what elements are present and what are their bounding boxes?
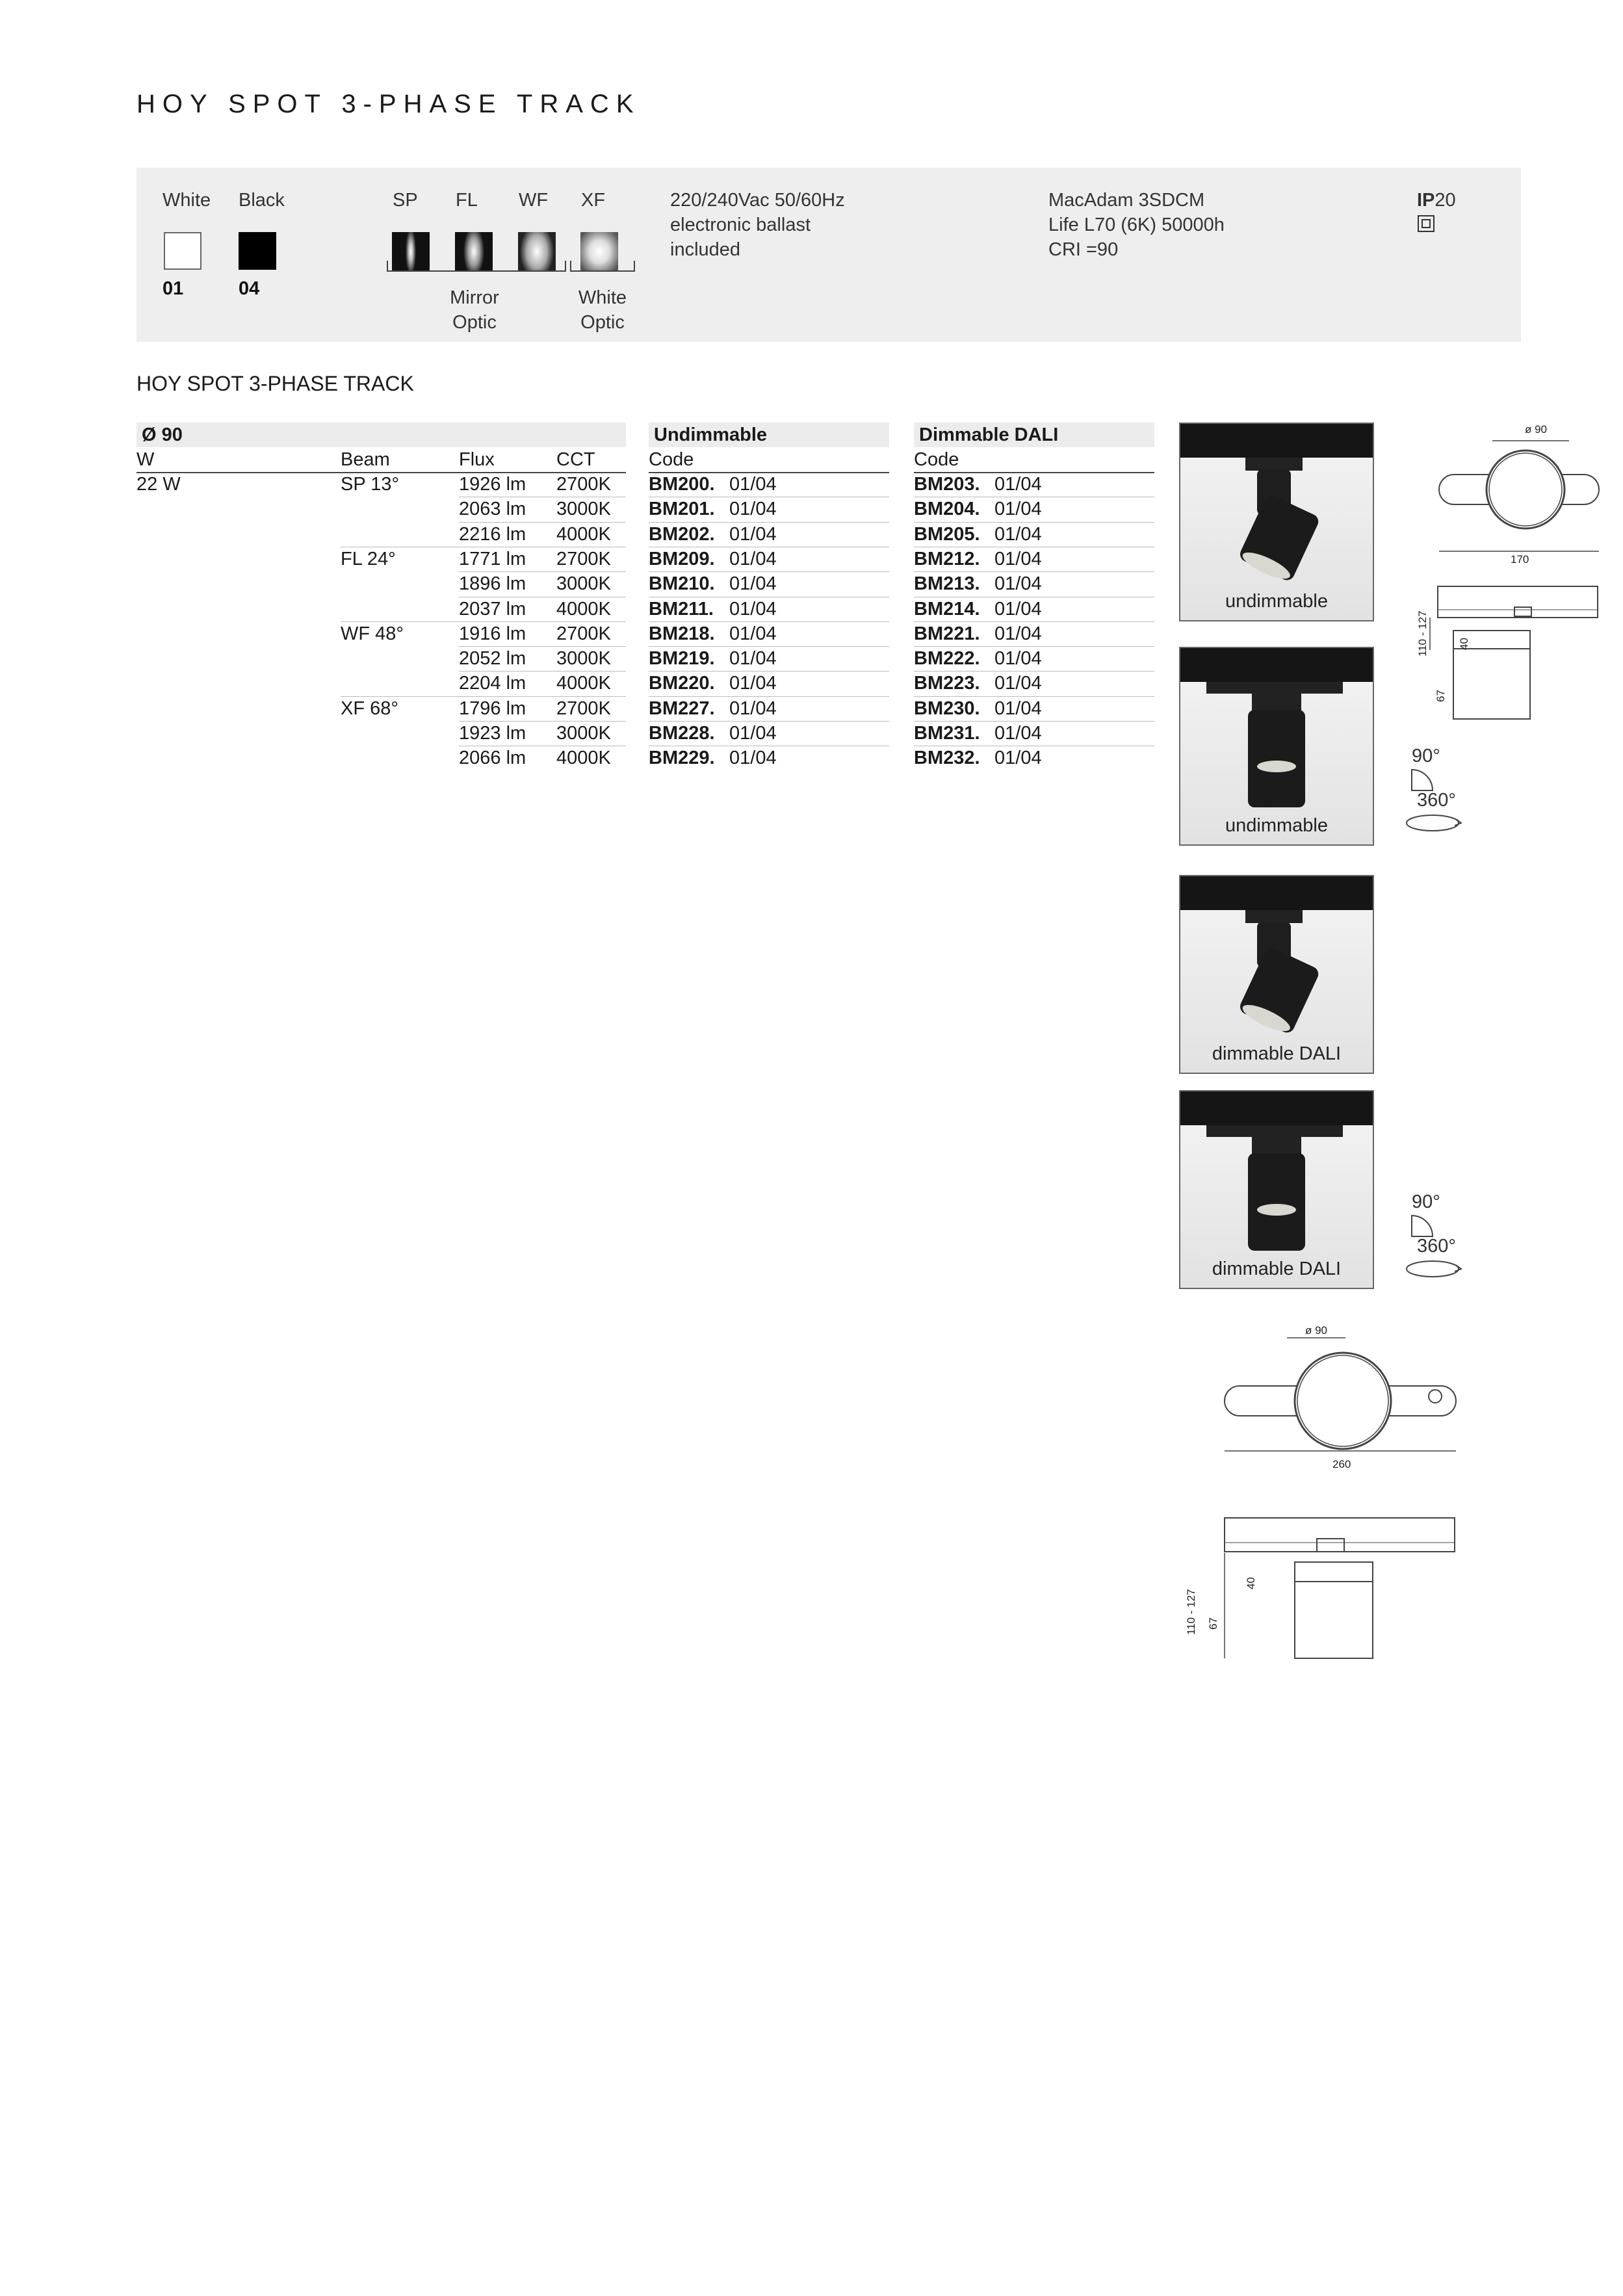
cell-beam: XF 68° (341, 698, 398, 719)
cell-uf: 01/04 (729, 623, 777, 644)
small-neck-label: 40 (1458, 638, 1470, 650)
beam-label-sp: SP (393, 190, 418, 211)
product-photo-2 (1179, 647, 1374, 846)
row-divider (459, 522, 626, 523)
row-divider (459, 721, 626, 722)
cell-flux: 2052 lm (459, 648, 526, 670)
mirror-optic-line1: Mirror (450, 287, 499, 308)
section-title: HOY SPOT 3-PHASE TRACK (136, 372, 414, 395)
large-diameter-label: ø 90 (1305, 1324, 1328, 1337)
dali-header: Dimmable DALI (919, 424, 1059, 445)
row-divider (914, 671, 1154, 672)
small-length-label: 170 (1511, 553, 1529, 566)
row-divider (914, 646, 1154, 647)
cell-flux: 1771 lm (459, 548, 526, 569)
cell-d: BM204. (914, 499, 980, 520)
row-divider (649, 721, 889, 722)
quality-line1: MacAdam 3SDCM (1048, 190, 1205, 211)
cell-uf: 01/04 (729, 673, 777, 694)
pan-label-1: 360° (1417, 790, 1456, 811)
cell-cct: 2700K (556, 698, 611, 719)
electrical-line2: electronic ballast (670, 215, 811, 235)
cell-d: BM222. (914, 648, 980, 670)
cell-df: 01/04 (994, 499, 1042, 520)
cell-cct: 2700K (556, 548, 611, 569)
cell-df: 01/04 (994, 698, 1042, 719)
pan-rotation-icon-1 (1403, 811, 1468, 835)
size-header: Ø 90 (142, 424, 183, 445)
small-height-label: 67 (1435, 690, 1447, 702)
cell-df: 01/04 (994, 648, 1042, 670)
cell-cct: 3000K (556, 723, 611, 744)
pan-rotation-icon-2 (1403, 1257, 1468, 1281)
cell-cct: 3000K (556, 648, 611, 670)
size-header-band (136, 423, 626, 447)
tilt-angle-icon-2 (1409, 1213, 1455, 1239)
cell-cct: 4000K (556, 673, 611, 694)
white-optic-line2: Optic (580, 312, 625, 333)
ip-rating (1417, 190, 1456, 211)
cell-u: BM219. (649, 648, 715, 670)
product-photo-1 (1179, 423, 1374, 621)
large-top-view-drawing (1215, 1320, 1462, 1476)
large-neck-label: 40 (1245, 1577, 1257, 1589)
cell-cct: 4000K (556, 748, 611, 769)
row-divider (914, 621, 1154, 622)
cell-cct: 2700K (556, 474, 611, 495)
cell-df: 01/04 (994, 548, 1042, 569)
cell-uf: 01/04 (729, 648, 777, 670)
cell-d: BM212. (914, 548, 980, 569)
electrical-line3: included (670, 239, 741, 260)
finish-code-black: 04 (239, 278, 260, 299)
white-optic-line1: White (578, 287, 627, 308)
col-header-beam: Beam (341, 449, 390, 470)
large-height-range-label: 110 - 127 (1185, 1589, 1197, 1635)
cell-uf: 01/04 (729, 474, 777, 495)
cell-df: 01/04 (994, 474, 1042, 495)
cell-flux: 1916 lm (459, 623, 526, 644)
optic-brackets (383, 257, 643, 283)
large-length-label: 260 (1332, 1458, 1351, 1470)
cell-flux: 2204 lm (459, 673, 526, 694)
row-divider (459, 671, 626, 672)
cell-flux: 2216 lm (459, 523, 526, 545)
cell-uf: 01/04 (729, 748, 777, 769)
row-divider (649, 696, 889, 697)
large-height-label: 67 (1207, 1617, 1219, 1630)
row-divider (459, 646, 626, 647)
cell-cct: 4000K (556, 523, 611, 545)
cell-uf: 01/04 (729, 698, 777, 719)
undimmable-header: Undimmable (654, 424, 768, 445)
row-divider (914, 696, 1154, 697)
row-divider (341, 621, 626, 622)
cell-df: 01/04 (994, 673, 1042, 694)
finish-label-black: Black (239, 190, 285, 211)
tilt-angle-icon-1 (1409, 767, 1455, 793)
cell-u: BM201. (649, 499, 715, 520)
cell-flux: 2066 lm (459, 748, 526, 769)
cell-df: 01/04 (994, 523, 1042, 545)
finish-swatch-white (164, 232, 201, 270)
photo-caption-1: undimmable (1225, 591, 1328, 612)
cell-d: BM232. (914, 748, 980, 769)
row-divider (649, 646, 889, 647)
col-header-flux: Flux (459, 449, 495, 470)
cell-beam: WF 48° (341, 623, 404, 644)
cell-u: BM211. (649, 598, 714, 620)
cell-d: BM203. (914, 474, 980, 495)
cell-u: BM228. (649, 723, 715, 744)
beam-label-xf: XF (581, 190, 606, 211)
product-photo-4 (1179, 1090, 1374, 1289)
cell-cct: 2700K (556, 623, 611, 644)
cell-d: BM231. (914, 723, 980, 744)
cell-df: 01/04 (994, 573, 1042, 595)
cell-d: BM221. (914, 623, 980, 644)
row-divider (341, 696, 626, 697)
ip-value: 20 (1435, 190, 1456, 211)
beam-label-fl: FL (456, 190, 478, 211)
cell-uf: 01/04 (729, 499, 777, 520)
cell-u: BM200. (649, 474, 715, 495)
cell-flux: 2037 lm (459, 598, 526, 620)
tilt-label-1: 90° (1412, 746, 1440, 766)
small-height-range-label: 110 - 127 (1416, 610, 1429, 657)
cell-uf: 01/04 (729, 598, 777, 620)
cell-uf: 01/04 (729, 723, 777, 744)
cell-d: BM230. (914, 698, 980, 719)
small-top-view-drawing (1430, 416, 1612, 572)
cell-flux: 1896 lm (459, 573, 526, 595)
small-side-view-drawing (1397, 579, 1612, 728)
small-diameter-label: ø 90 (1525, 423, 1548, 436)
cell-u: BM218. (649, 623, 715, 644)
undimmable-code-header: Code (649, 449, 694, 470)
row-divider (649, 522, 889, 523)
cell-u: BM227. (649, 698, 715, 719)
cell-beam: FL 24° (341, 548, 396, 569)
finish-code-white: 01 (162, 278, 184, 299)
cell-u: BM210. (649, 573, 715, 595)
photo-caption-2: undimmable (1225, 815, 1328, 836)
cell-beam: SP 13° (341, 474, 400, 495)
mirror-optic-line2: Optic (452, 312, 497, 333)
ip-prefix: IP (1417, 190, 1435, 211)
cell-uf: 01/04 (729, 573, 777, 595)
cell-cct: 4000K (556, 598, 611, 620)
photo-caption-4: dimmable DALI (1212, 1259, 1342, 1279)
cell-u: BM220. (649, 673, 715, 694)
cell-uf: 01/04 (729, 523, 777, 545)
cell-df: 01/04 (994, 623, 1042, 644)
pan-label-2: 360° (1417, 1236, 1456, 1257)
dali-code-header: Code (914, 449, 959, 470)
row-divider (649, 671, 889, 672)
quality-line3: CRI =90 (1048, 239, 1119, 260)
page-title: HOY SPOT 3-PHASE TRACK (136, 90, 641, 118)
product-photo-3 (1179, 875, 1374, 1074)
cell-d: BM205. (914, 523, 980, 545)
electrical-line1: 220/240Vac 50/60Hz (670, 190, 845, 211)
col-header-w: W (136, 449, 155, 470)
cell-df: 01/04 (994, 723, 1042, 744)
cell-flux: 1796 lm (459, 698, 526, 719)
cell-flux: 2063 lm (459, 499, 526, 520)
cell-d: BM213. (914, 573, 980, 595)
finish-swatch-black (239, 232, 276, 270)
row-divider (914, 721, 1154, 722)
cell-flux: 1926 lm (459, 474, 526, 495)
large-side-view-drawing (1183, 1511, 1469, 1667)
beam-label-wf: WF (519, 190, 549, 211)
cell-d: BM223. (914, 673, 980, 694)
cell-d: BM214. (914, 598, 980, 620)
row-divider (459, 571, 626, 572)
cell-df: 01/04 (994, 598, 1042, 620)
tilt-label-2: 90° (1412, 1192, 1440, 1212)
cell-uf: 01/04 (729, 548, 777, 569)
finish-label-white: White (162, 190, 211, 211)
cell-df: 01/04 (994, 748, 1042, 769)
cell-u: BM209. (649, 548, 715, 569)
cell-cct: 3000K (556, 573, 611, 595)
cell-flux: 1923 lm (459, 723, 526, 744)
quality-line2: Life L70 (6K) 50000h (1048, 215, 1225, 235)
col-header-cct: CCT (556, 449, 595, 470)
row-divider (914, 522, 1154, 523)
photo-caption-3: dimmable DALI (1212, 1043, 1342, 1064)
cell-u: BM202. (649, 523, 715, 545)
row-divider (649, 571, 889, 572)
row-divider (914, 571, 1154, 572)
cell-u: BM229. (649, 748, 715, 769)
cell-cct: 3000K (556, 499, 611, 520)
class-ii-insulation-icon (1417, 215, 1435, 233)
cell-w: 22 W (136, 474, 181, 495)
row-divider (649, 621, 889, 622)
